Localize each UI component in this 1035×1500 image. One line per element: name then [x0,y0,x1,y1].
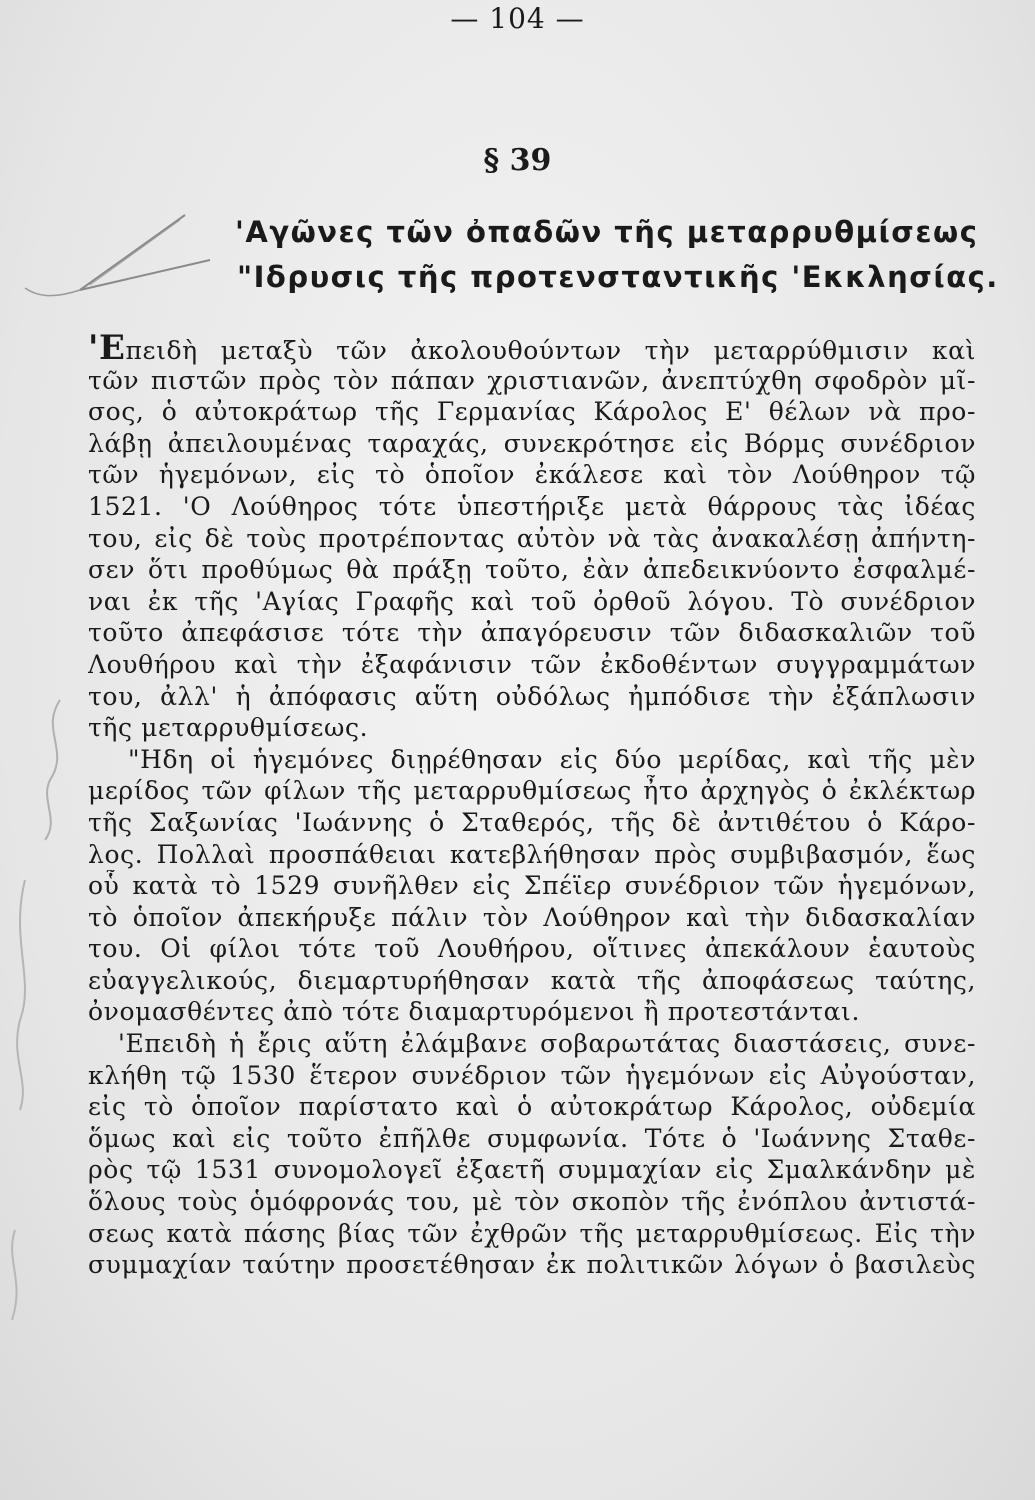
text-line: ὅμως καὶ εἰς τοῦτο ἐπῆλθε συμφωνία. Τότε ὁ 'Ιωάννης Σταθε- [88,1123,976,1153]
text-line: λάβῃ ἀπειλουμένας ταραχάς, συνεκρότησε εἰς Βόρμς συνέδριον [88,428,976,458]
text-line: "Ηδη οἱ ἡγεμόνες διῃρέθησαν εἰς δύο μερίδας, καὶ τῆς μὲν [128,744,976,774]
text-line: τῆς Σαξωνίας 'Ιωάννης ὁ Σταθερός, τῆς δὲ ἀντιθέτου ὁ Κάρο- [88,807,976,837]
page-number: — 104 — [450,2,585,35]
text-line: τῶν πιστῶν πρὸς τὸν πάπαν χριστιανῶν, ἀνεπτύχθη σφοδρὸν μῖ- [88,365,976,395]
text-line: σεως κατὰ πάσης βίας τῶν ἐχθρῶν τῆς μεταρρυθμίσεως. Εἰς τὴν [88,1218,976,1248]
text-line: λος. Πολλαὶ προσπάθειαι κατεβλήθησαν πρὸς συμβιβασμόν, ἕως [88,839,976,869]
text-line: κλήθη τῷ 1530 ἕτερον συνέδριον τῶν ἡγεμόνων εἰς Αὐγούσταν, [88,1060,976,1090]
chapter-title-line-2: "Ιδρυσις τῆς προτενσταντικῆς 'Εκκλησίας. [237,260,999,294]
pencil-margin-note [0,640,100,1360]
text-line: ὅλους τοὺς ὁμόφρονάς του, μὲ τὸν σκοπὸν τῆς ἐνόπλου ἀντιστά- [88,1187,976,1217]
text-line: του, εἰς δὲ τοὺς προτρέποντας αὐτὸν νὰ τὰς ἀνακαλέσῃ ἀπήντη- [88,523,976,553]
text-line: του. Οἱ φίλοι τότε τοῦ Λουθήρου, οἵτινες ἀπεκάλουν ἑαυτοὺς [88,934,976,964]
text-line: τοῦτο ἀπεφάσισε τότε τὴν ἀπαγόρευσιν τῶν διδασκαλιῶν τοῦ [88,618,976,648]
drop-cap: 'Ε [88,333,126,365]
text-line: ρὸς τῷ 1531 συνομολογεῖ ἐξαετῆ συμμαχίαν εἰς Σμαλκάνδην μὲ [88,1155,976,1185]
text-line: του, ἀλλ' ἡ ἀπόφασις αὕτη οὐδόλως ἠμπόδισε τὴν ἐξάπλωσιν [88,681,976,711]
text-line: 1521. 'Ο Λούθηρος τότε ὑπεστήριξε μετὰ θάρρους τὰς ἰδέας [88,491,976,521]
text-line: σος, ὁ αὐτοκράτωρ τῆς Γερμανίας Κάρολος Ε' θέλων νὰ προ- [88,397,976,427]
text-line: τῆς μεταρρυθμίσεως. [88,713,369,743]
text-line: 'Επειδὴ ἡ ἔρις αὕτη ἐλάμβανε σοβαρωτάτας διαστάσεις, συνε- [118,1029,976,1059]
text-line: τῶν ἡγεμόνων, εἰς τὸ ὁποῖον ἐκάλεσε καὶ τὸν Λούθηρον τῷ [88,460,976,490]
text-line: εὐαγγελικούς, διεμαρτυρήθησαν κατὰ τῆς ἀποφάσεως ταύτης, [88,965,976,995]
section-number: § 39 [483,143,552,178]
text-line: εἰς τὸ ὁποῖον παρίστατο καὶ ὁ αὐτοκράτωρ Κάρολος, οὐδεμία [88,1092,976,1122]
text-line: ὀνομασθέντες ἀπὸ τότε διαμαρτυρόμενοι ἢ προτεστάνται. [88,997,861,1027]
text-line: σεν ὅτι προθύμως θὰ πράξῃ τοῦτο, ἐὰν ἀπεδεικνύοντο ἐσφαλμέ- [88,555,976,585]
text-line: οὗ κατὰ τὸ 1529 συνῆλθεν εἰς Σπέϊερ συνέδριον τῶν ἡγεμόνων, [88,871,976,901]
chapter-title-line-1: 'Αγῶνες τῶν ὀπαδῶν τῆς μεταρρυθμίσεως [235,215,979,249]
text-line: τὸ ὁποῖον ἀπεκήρυξε πάλιν τὸν Λούθηρον καὶ τὴν διδασκαλίαν [88,902,976,932]
text-line: 'Επειδὴ μεταξὺ τῶν ἀκολουθούντων τὴν μεταρρύθμισιν καὶ [88,333,976,365]
text-line: ναι ἐκ τῆς 'Αγίας Γραφῆς καὶ τοῦ ὀρθοῦ λόγου. Τὸ συνέδριον [88,586,976,616]
text-line: Λουθήρου καὶ τὴν ἐξαφάνισιν τῶν ἐκδοθέντων συγγραμμάτων [88,649,976,679]
body-text [88,333,976,1281]
pencil-margin-mark [20,200,240,320]
text-line: μερίδος τῶν φίλων τῆς μεταρρυθμίσεως ἦτο ἀρχηγὸς ὁ ἐκλέκτωρ [88,776,976,806]
text-line: συμμαχίαν ταύτην προσετέθησαν ἐκ πολιτικῶν λόγων ὁ βασιλεὺς [88,1250,976,1280]
